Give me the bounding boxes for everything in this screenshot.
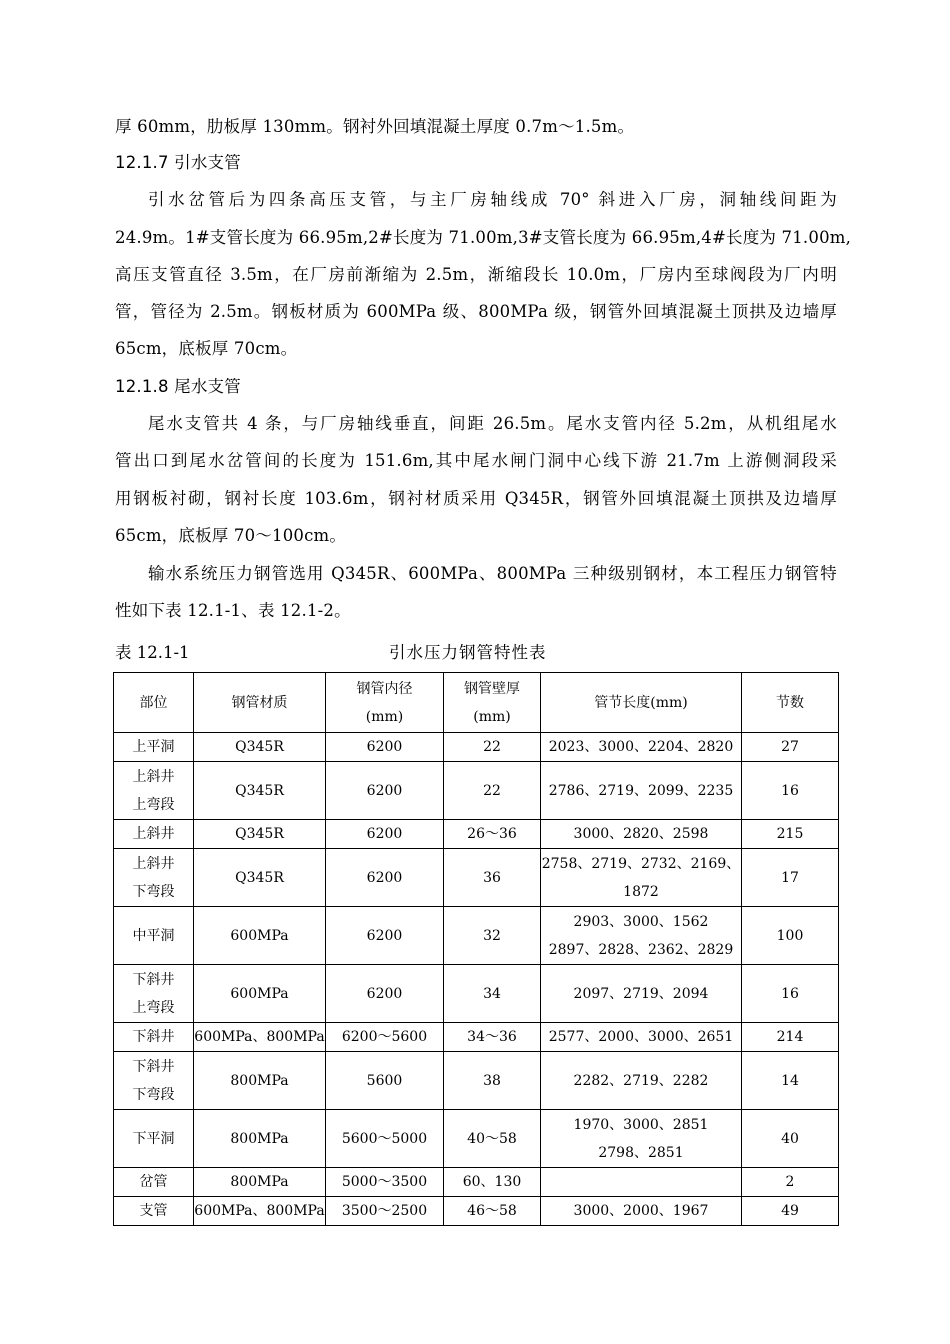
cell-text: 22 [483, 739, 501, 755]
cell-text: 支管 [139, 1203, 168, 1219]
count-cell [742, 762, 839, 820]
segment-length-cell [541, 1110, 742, 1168]
position-cell [114, 1110, 194, 1168]
material-cell [194, 907, 326, 965]
paragraph-line: 65cm，底板厚 70～100cm。 [115, 526, 347, 545]
cell-text: 1872 [623, 883, 659, 900]
paragraph-line: 输水系统压力钢管选用 Q345R、600MPa、800MPa 三种级别钢材，本工程压力钢管特 [148, 564, 837, 583]
position-cell [114, 762, 194, 820]
count-cell [742, 965, 839, 1023]
cell-text: 6200 [366, 826, 403, 842]
position-cell [114, 1023, 194, 1052]
paragraph-line: 尾水支管共 4 条，与厂房轴线垂直，间距 26.5m。尾水支管内径 5.2m，从机组尾水 [148, 414, 837, 433]
inner-diameter-cell [326, 1110, 444, 1168]
material-cell [194, 965, 326, 1023]
table-row [114, 1052, 839, 1110]
cell-text: 214 [776, 1029, 804, 1045]
count-cell [742, 820, 839, 849]
material-cell [194, 762, 326, 820]
paragraph-line: 管出口到尾水岔管间的长度为 151.6m,其中尾水闸门洞中心线下游 21.7m 上游侧洞段采 [115, 451, 837, 470]
cell-text: 下弯段 [132, 883, 175, 900]
inner-diameter-cell [326, 907, 444, 965]
cell-text: 2577、2000、3000、2651 [548, 1029, 734, 1045]
inner-diameter-cell [326, 820, 444, 849]
position-cell [114, 1052, 194, 1110]
cell-text: Q345R [235, 826, 284, 842]
table-row [114, 762, 839, 820]
count-cell [742, 907, 839, 965]
table-row [114, 1023, 839, 1052]
cell-text: 5000～3500 [341, 1174, 428, 1190]
material-cell [194, 1197, 326, 1226]
count-cell [742, 1052, 839, 1110]
cell-text: 2798、2851 [598, 1144, 684, 1161]
cell-text: 36 [483, 869, 501, 886]
cell-text: 下斜井 [132, 1058, 175, 1075]
cell-text: 6200 [366, 927, 403, 944]
material-cell [194, 1052, 326, 1110]
material-cell [194, 1168, 326, 1197]
cell-text: 岔管 [139, 1174, 168, 1190]
wall-thickness-cell [444, 907, 541, 965]
position-cell [114, 1168, 194, 1197]
cell-text: 上斜井 [132, 826, 175, 842]
steel-pipe-table [113, 672, 839, 1226]
cell-text: 17 [781, 869, 799, 886]
cell-text: 600MPa [230, 927, 289, 944]
cell-text: 38 [483, 1072, 501, 1089]
cell-text: 34～36 [467, 1029, 517, 1045]
cell-text: 6200 [366, 782, 403, 799]
inner-diameter-cell [326, 1023, 444, 1052]
paragraph-line: 高压支管直径 3.5m，在厂房前渐缩为 2.5m，渐缩段长 10.0m，厂房内至球阀段为厂内明 [115, 265, 837, 284]
inner-diameter-cell [326, 1197, 444, 1226]
wall-thickness-cell [444, 1023, 541, 1052]
wall-thickness-cell [444, 762, 541, 820]
cell-text: 3500～2500 [341, 1203, 428, 1219]
cell-text: 60、130 [462, 1174, 522, 1190]
header-count: 节数 [742, 673, 839, 733]
cell-text: 6200 [366, 739, 403, 755]
cell-text: 2 [785, 1174, 795, 1190]
cell-text: 40～58 [467, 1130, 517, 1147]
count-cell [742, 1023, 839, 1052]
paragraph-line: 引水岔管后为四条高压支管，与主厂房轴线成 70° 斜进入厂房，洞轴线间距为 [148, 190, 837, 209]
cell-text: 34 [483, 985, 501, 1002]
inner-diameter-cell [326, 849, 444, 907]
table-row [114, 907, 839, 965]
cell-text: 2758、2719、2732、2169、 [541, 855, 741, 872]
cell-text: 6200 [366, 869, 403, 886]
cell-text: 6200～5600 [341, 1029, 428, 1045]
cell-text: 2097、2719、2094 [573, 985, 709, 1002]
segment-length-cell [541, 762, 742, 820]
paragraph-line: 用钢板衬砌，钢衬长度 103.6m，钢衬材质采用 Q345R，钢管外回填混凝土顶拱及边墙厚 [115, 489, 837, 508]
segment-length-cell [541, 1052, 742, 1110]
cell-text: 2023、3000、2204、2820 [548, 739, 734, 755]
cell-text: 40 [781, 1130, 799, 1147]
cell-text: 800MPa [230, 1130, 289, 1147]
inner-diameter-cell [326, 965, 444, 1023]
table-row [114, 1197, 839, 1226]
cell-text: 2897、2828、2362、2829 [548, 941, 734, 958]
cell-text: 2786、2719、2099、2235 [548, 782, 734, 799]
table-number: 表 12.1-1 [115, 643, 190, 662]
cell-text: 16 [781, 985, 799, 1002]
cell-text: 下斜井 [132, 1029, 175, 1045]
cell-text: 16 [781, 782, 799, 799]
wall-thickness-cell [444, 1110, 541, 1168]
wall-thickness-cell [444, 1052, 541, 1110]
inner-diameter-cell [326, 733, 444, 762]
position-cell [114, 733, 194, 762]
header-position: 部位 [114, 673, 194, 733]
table-row [114, 820, 839, 849]
cell-text: 3000、2820、2598 [573, 826, 709, 842]
position-cell [114, 965, 194, 1023]
material-cell [194, 1110, 326, 1168]
cell-text: Q345R [235, 782, 284, 799]
cell-text: 上弯段 [132, 999, 175, 1016]
cell-text: 5600～5000 [341, 1130, 428, 1147]
position-cell [114, 820, 194, 849]
cell-text: 600MPa、800MPa [194, 1029, 325, 1045]
cell-text: 下斜井 [132, 971, 175, 988]
cell-text: 22 [483, 782, 501, 799]
header-inner-diameter: 钢管内径 (mm) [326, 673, 444, 733]
cell-text: 100 [776, 927, 804, 944]
cell-text: 600MPa [230, 985, 289, 1002]
segment-length-cell [541, 733, 742, 762]
cell-text: 下弯段 [132, 1086, 175, 1103]
table-row [114, 1168, 839, 1197]
wall-thickness-cell [444, 965, 541, 1023]
inner-diameter-cell [326, 1168, 444, 1197]
header-wall-thickness: 钢管壁厚 (mm) [444, 673, 541, 733]
inner-diameter-cell [326, 1052, 444, 1110]
count-cell [742, 1168, 839, 1197]
count-cell [742, 1110, 839, 1168]
cell-text: Q345R [235, 869, 284, 886]
cell-text: 3000、2000、1967 [573, 1203, 709, 1219]
segment-length-cell [541, 907, 742, 965]
position-cell [114, 1197, 194, 1226]
segment-length-cell [541, 1168, 742, 1197]
cell-text: 1970、3000、2851 [573, 1116, 709, 1133]
segment-length-cell [541, 1197, 742, 1226]
cell-text: 600MPa、800MPa [194, 1203, 325, 1219]
cell-text: 32 [483, 927, 501, 944]
cell-text: 26～36 [467, 826, 517, 842]
cell-text: 上斜井 [132, 768, 175, 785]
table-row [114, 965, 839, 1023]
cell-text: 上平洞 [132, 739, 175, 755]
count-cell [742, 1197, 839, 1226]
count-cell [742, 849, 839, 907]
material-cell [194, 1023, 326, 1052]
position-cell [114, 849, 194, 907]
cell-text: 6200 [366, 985, 403, 1002]
cell-text: Q345R [235, 739, 284, 755]
paragraph-line: 性如下表 12.1-1、表 12.1-2。 [115, 601, 351, 620]
header-segment-length: 管节长度(mm) [541, 673, 742, 733]
table-row [114, 733, 839, 762]
section-heading-12-1-8: 12.1.8 尾水支管 [115, 377, 241, 396]
table-header-row [114, 673, 839, 733]
paragraph-line: 厚 60mm，肋板厚 130mm。钢衬外回填混凝土厚度 0.7m～1.5m。 [115, 117, 635, 136]
cell-text: 800MPa [230, 1072, 289, 1089]
cell-text: 2282、2719、2282 [573, 1072, 709, 1089]
cell-text: 27 [781, 739, 799, 755]
section-heading-12-1-7: 12.1.7 引水支管 [115, 153, 241, 172]
inner-diameter-cell [326, 762, 444, 820]
cell-text: 中平洞 [132, 927, 175, 944]
table-title: 引水压力钢管特性表 [389, 643, 547, 662]
cell-text: 5600 [366, 1072, 403, 1089]
wall-thickness-cell [444, 1168, 541, 1197]
wall-thickness-cell [444, 849, 541, 907]
material-cell [194, 849, 326, 907]
cell-text: 800MPa [230, 1174, 289, 1190]
cell-text: 上弯段 [132, 796, 175, 813]
table-row [114, 849, 839, 907]
cell-text: 2903、3000、1562 [573, 913, 709, 930]
cell-text: 下平洞 [132, 1130, 175, 1147]
count-cell [742, 733, 839, 762]
position-cell [114, 907, 194, 965]
segment-length-cell [541, 965, 742, 1023]
cell-text: 46～58 [467, 1203, 517, 1219]
cell-text: 215 [776, 826, 804, 842]
paragraph-line: 65cm，底板厚 70cm。 [115, 339, 298, 358]
table-row [114, 1110, 839, 1168]
wall-thickness-cell [444, 733, 541, 762]
cell-text: 49 [781, 1203, 799, 1219]
segment-length-cell [541, 849, 742, 907]
material-cell [194, 733, 326, 762]
paragraph-line: 管，管径为 2.5m。钢板材质为 600MPa 级、800MPa 级，钢管外回填混凝土顶拱及边墙厚 [115, 302, 837, 321]
material-cell [194, 820, 326, 849]
wall-thickness-cell [444, 1197, 541, 1226]
paragraph-line: 24.9m。1#支管长度为 66.95m,2#长度为 71.00m,3#支管长度为 66.95m,4#长度为 71.00m, [115, 228, 852, 247]
segment-length-cell [541, 1023, 742, 1052]
wall-thickness-cell [444, 820, 541, 849]
segment-length-cell [541, 820, 742, 849]
cell-text: 上斜井 [132, 855, 175, 872]
cell-text: 14 [781, 1072, 799, 1089]
header-material: 钢管材质 [194, 673, 326, 733]
